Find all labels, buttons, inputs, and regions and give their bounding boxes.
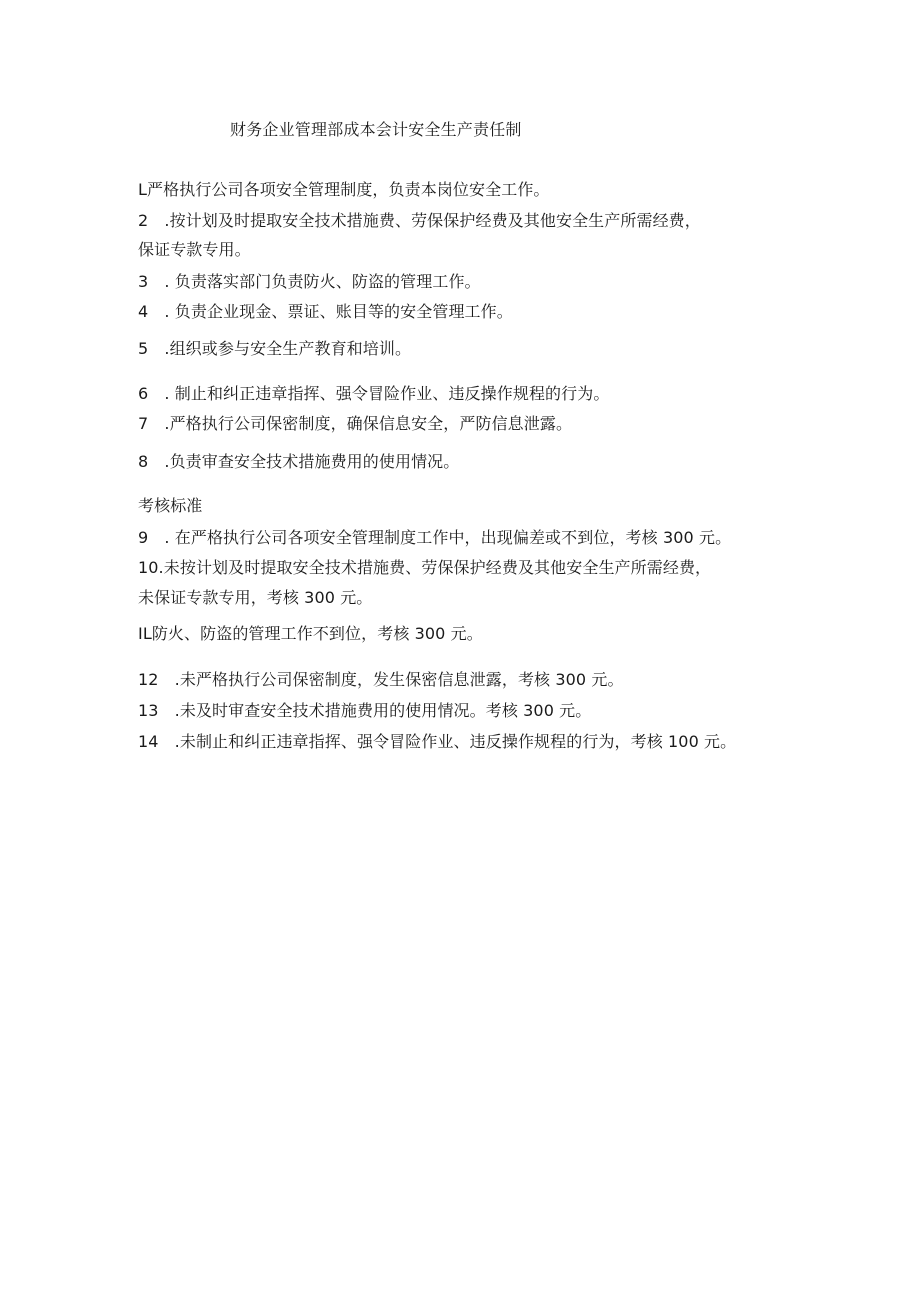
assessment-item-9: 9 . 在严格执行公司各项安全管理制度工作中，出现偏差或不到位，考核 300 元。 [138,528,732,547]
duty-item-3: 3 . 负责落实部门负责防火、防盗的管理工作。 [138,272,481,291]
assessment-item-10: 10.未按计划及时提取安全技术措施费、劳保保护经费及其他安全生产所需经费， [138,558,712,577]
duty-item-2-continued: 保证专款专用。 [138,240,251,259]
document-title: 财务企业管理部成本会计安全生产责任制 [230,120,522,139]
assessment-heading: 考核标准 [138,496,203,515]
assessment-item-10-continued: 未保证专款专用，考核 300 元。 [138,588,373,607]
assessment-item-11: IL防火、防盗的管理工作不到位，考核 300 元。 [138,624,483,643]
duty-item-1: L严格执行公司各项安全管理制度，负责本岗位安全工作。 [138,180,550,199]
assessment-item-12: 12 .未严格执行公司保密制度，发生保密信息泄露，考核 300 元。 [138,670,624,689]
duty-item-5: 5 .组织或参与安全生产教育和培训。 [138,339,412,358]
duty-item-4: 4 . 负责企业现金、票证、账目等的安全管理工作。 [138,302,513,321]
duty-item-7: 7 .严格执行公司保密制度，确保信息安全，严防信息泄露。 [138,414,573,433]
duty-item-6: 6 . 制止和纠正违章指挥、强令冒险作业、违反操作规程的行为。 [138,384,610,403]
duty-item-8: 8 .负责审查安全技术措施费用的使用情况。 [138,452,460,471]
assessment-item-13: 13 .未及时审查安全技术措施费用的使用情况。考核 300 元。 [138,701,592,720]
duty-item-2: 2 .按计划及时提取安全技术措施费、劳保保护经费及其他安全生产所需经费， [138,211,701,230]
assessment-item-14: 14 .未制止和纠正违章指挥、强令冒险作业、违反操作规程的行为，考核 100 元。 [138,732,737,751]
